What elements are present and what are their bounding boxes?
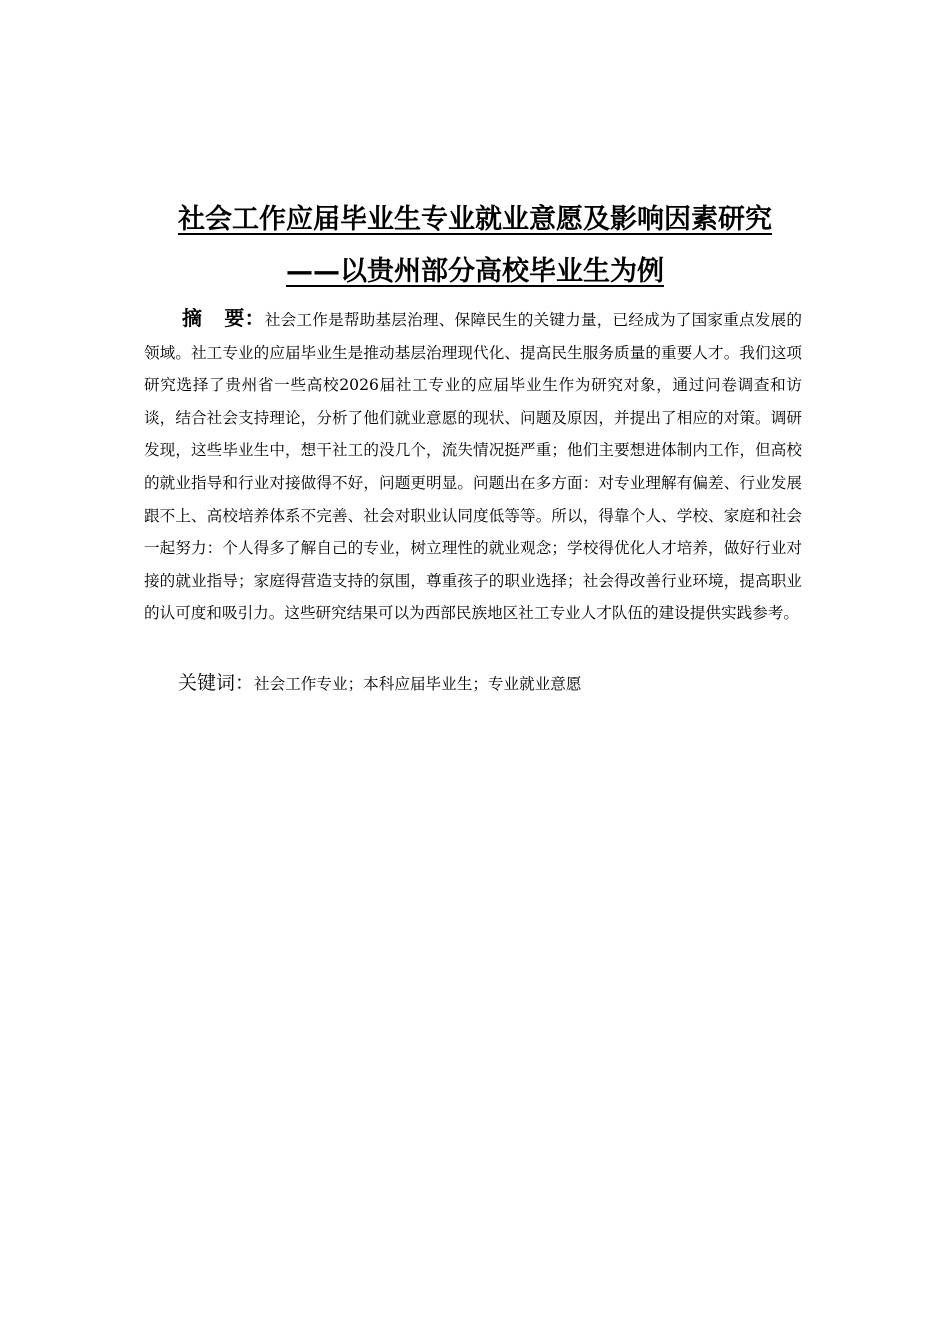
abstract-paragraph xyxy=(144,302,802,630)
keywords-paragraph xyxy=(178,667,802,700)
title-line-1: 社会工作应届毕业生专业就业意愿及影响因素研究 xyxy=(178,204,772,235)
abstract-label-part1: 摘 xyxy=(182,306,203,330)
keywords-label: 关键词： xyxy=(178,672,255,694)
title-line-2: ——以贵州部分高校毕业生为例 xyxy=(286,256,664,287)
abstract-label-part2: 要： xyxy=(224,306,265,330)
keywords-text: 社会工作专业；本科应届毕业生；专业就业意愿 xyxy=(254,675,582,693)
abstract-label xyxy=(182,306,265,330)
abstract-text: 社会工作是帮助基层治理、保障民生的关键力量，已经成为了国家重点发展的领域。社工专业的应届毕业生是推动基层治理现代化、提高民生服务质量的重要人才。我们这项研究选择了贵州省一些高校2026届社工专业的应届毕业生作为研究对象，通过问卷调查和访谈，结合社会支持理论，分析了他们就业意愿的现状、问题及原因，并提出了相应的对策。调研发现，这些毕业生中，想干社工的没几个，流失情况挺严重；他们主要想进体制内工作，但高校的就业指导和行业对接做得不好，问题更明显。问题出在多方面：对专业理解有偏差、行业发展跟不上、高校培养体系不完善、社会对职业认同度低等等。所以，得靠个人、学校、家庭和社会一起努力：个人得多了解自己的专业，树立理性的就业观念；学校得优化人才培养，做好行业对接的就业指导；家庭得营造支持的氛围，尊重孩子的职业选择；社会得改善行业环境，提高职业的认可度和吸引力。这些研究结果可以为西部民族地区社工专业人才队伍的建设提供实践参考。 xyxy=(144,311,803,623)
